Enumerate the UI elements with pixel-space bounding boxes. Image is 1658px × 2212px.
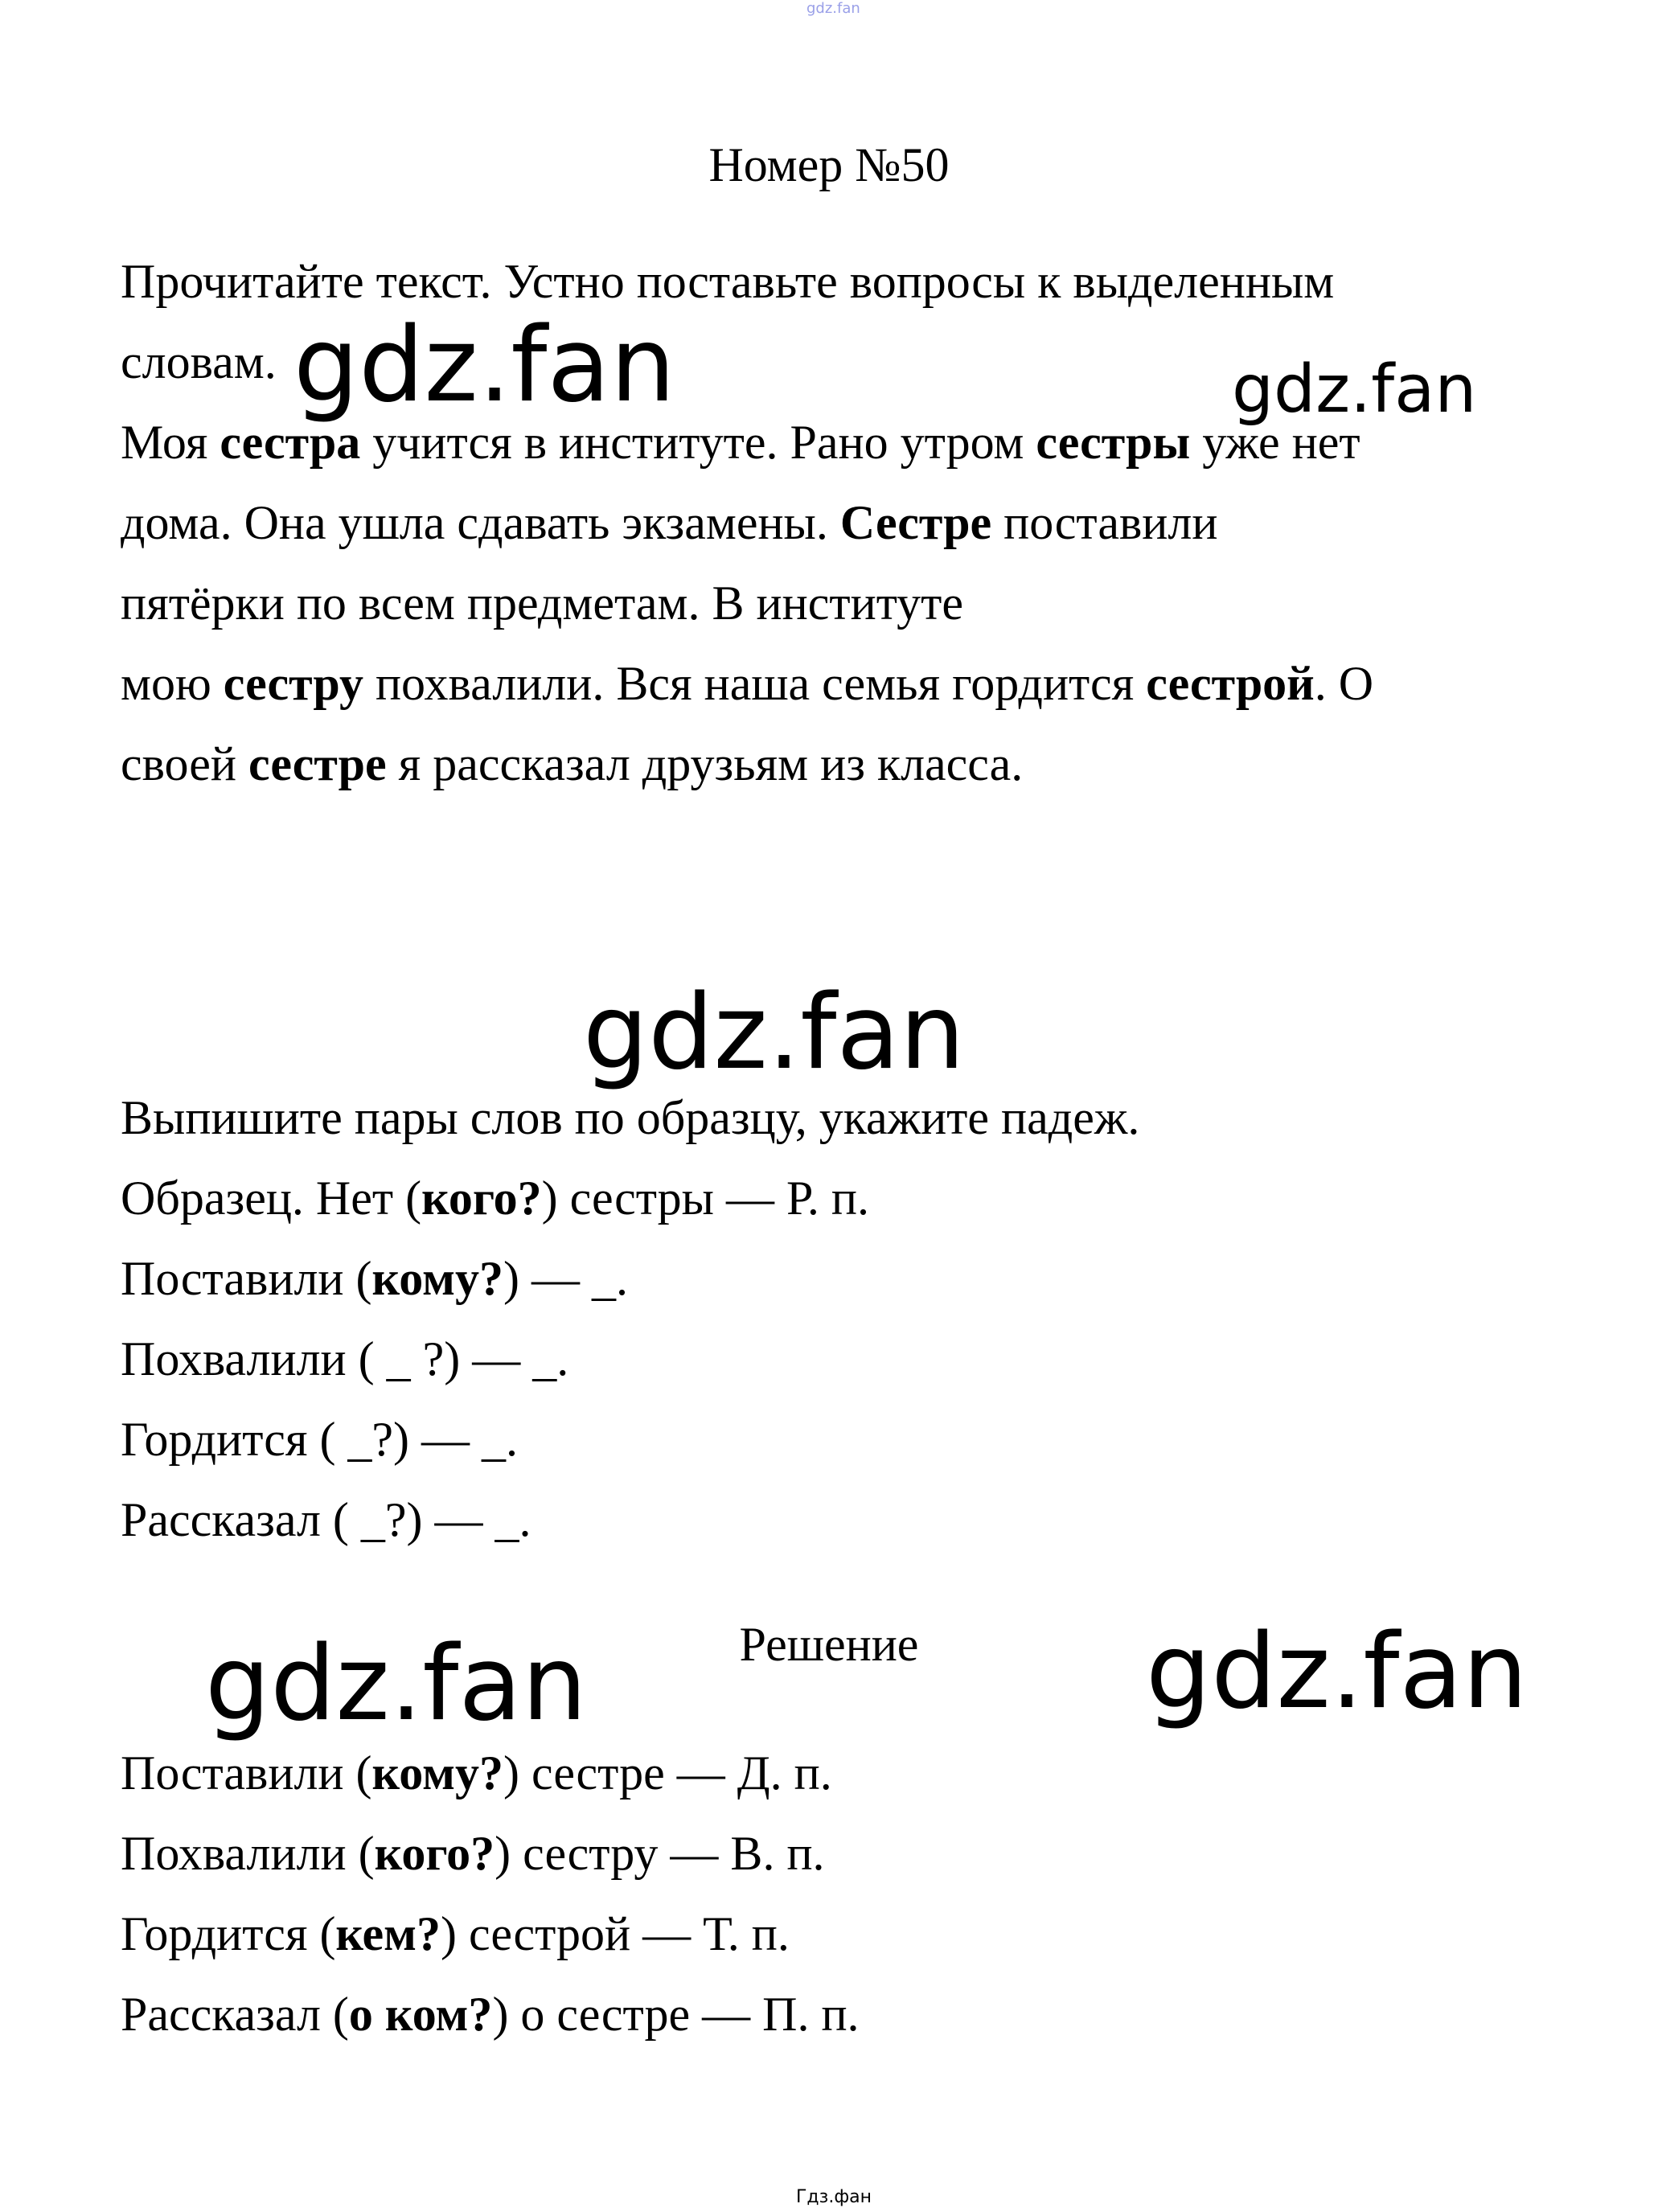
watermark: gdz.fan xyxy=(1232,351,1477,428)
watermark: gdz.fan xyxy=(1146,1612,1528,1732)
solution-line: Поставили (кому?) сестре — Д. п. xyxy=(121,1746,832,1800)
highlighted-word: сестры xyxy=(1036,416,1191,469)
highlighted-word: Сестре xyxy=(839,496,992,549)
task1-instruction-line1: Прочитайте текст. Устно поставьте вопросы к выделенным xyxy=(121,255,1335,308)
task2-sample: Образец. Нет (кого?) сестры — Р. п. xyxy=(121,1172,869,1225)
text-line: Моя сестра учится в институте. Рано утром сестры уже нет xyxy=(121,416,1360,469)
task2-item: Похвалили ( _ ?) — _. xyxy=(121,1332,569,1385)
text-line: дома. Она ушла сдавать экзамены. Сестре поставили xyxy=(121,496,1218,549)
solution-line: Гордится (кем?) сестрой — Т. п. xyxy=(121,1907,790,1960)
highlighted-word: сестрой xyxy=(1146,657,1315,710)
page-title: Номер №50 xyxy=(708,138,950,191)
highlighted-word: сестра xyxy=(220,416,361,469)
solution-line: Рассказал (о ком?) о сестре — П. п. xyxy=(121,1988,860,2041)
text-line: пятёрки по всем предметам. В институте xyxy=(121,577,963,630)
task2-item: Рассказал ( _?) — _. xyxy=(121,1493,531,1546)
task1-instruction-line2: словам. xyxy=(121,335,277,388)
task2-item: Гордится ( _?) — _. xyxy=(121,1413,519,1466)
watermark: gdz.fan xyxy=(293,306,675,425)
watermark: gdz.fan xyxy=(583,973,965,1093)
task2-instruction: Выпишите пары слов по образцу, укажите падеж. xyxy=(121,1091,1140,1144)
task2-item: Поставили (кому?) — _. xyxy=(121,1252,629,1305)
text-line: своей сестре я рассказал друзьям из класса. xyxy=(121,737,1024,790)
highlighted-word: сестру xyxy=(223,657,363,710)
top-watermark: gdz.fan xyxy=(806,0,860,17)
highlighted-word: сестре xyxy=(248,737,387,790)
text-line: мою сестру похвалили. Вся наша семья гордится сестрой. О xyxy=(121,657,1374,710)
footer-watermark: Гдз.фан xyxy=(796,2187,872,2207)
watermark: gdz.fan xyxy=(205,1624,587,1744)
solution-line: Похвалили (кого?) сестру — В. п. xyxy=(121,1827,825,1880)
solution-heading: Решение xyxy=(739,1618,919,1671)
